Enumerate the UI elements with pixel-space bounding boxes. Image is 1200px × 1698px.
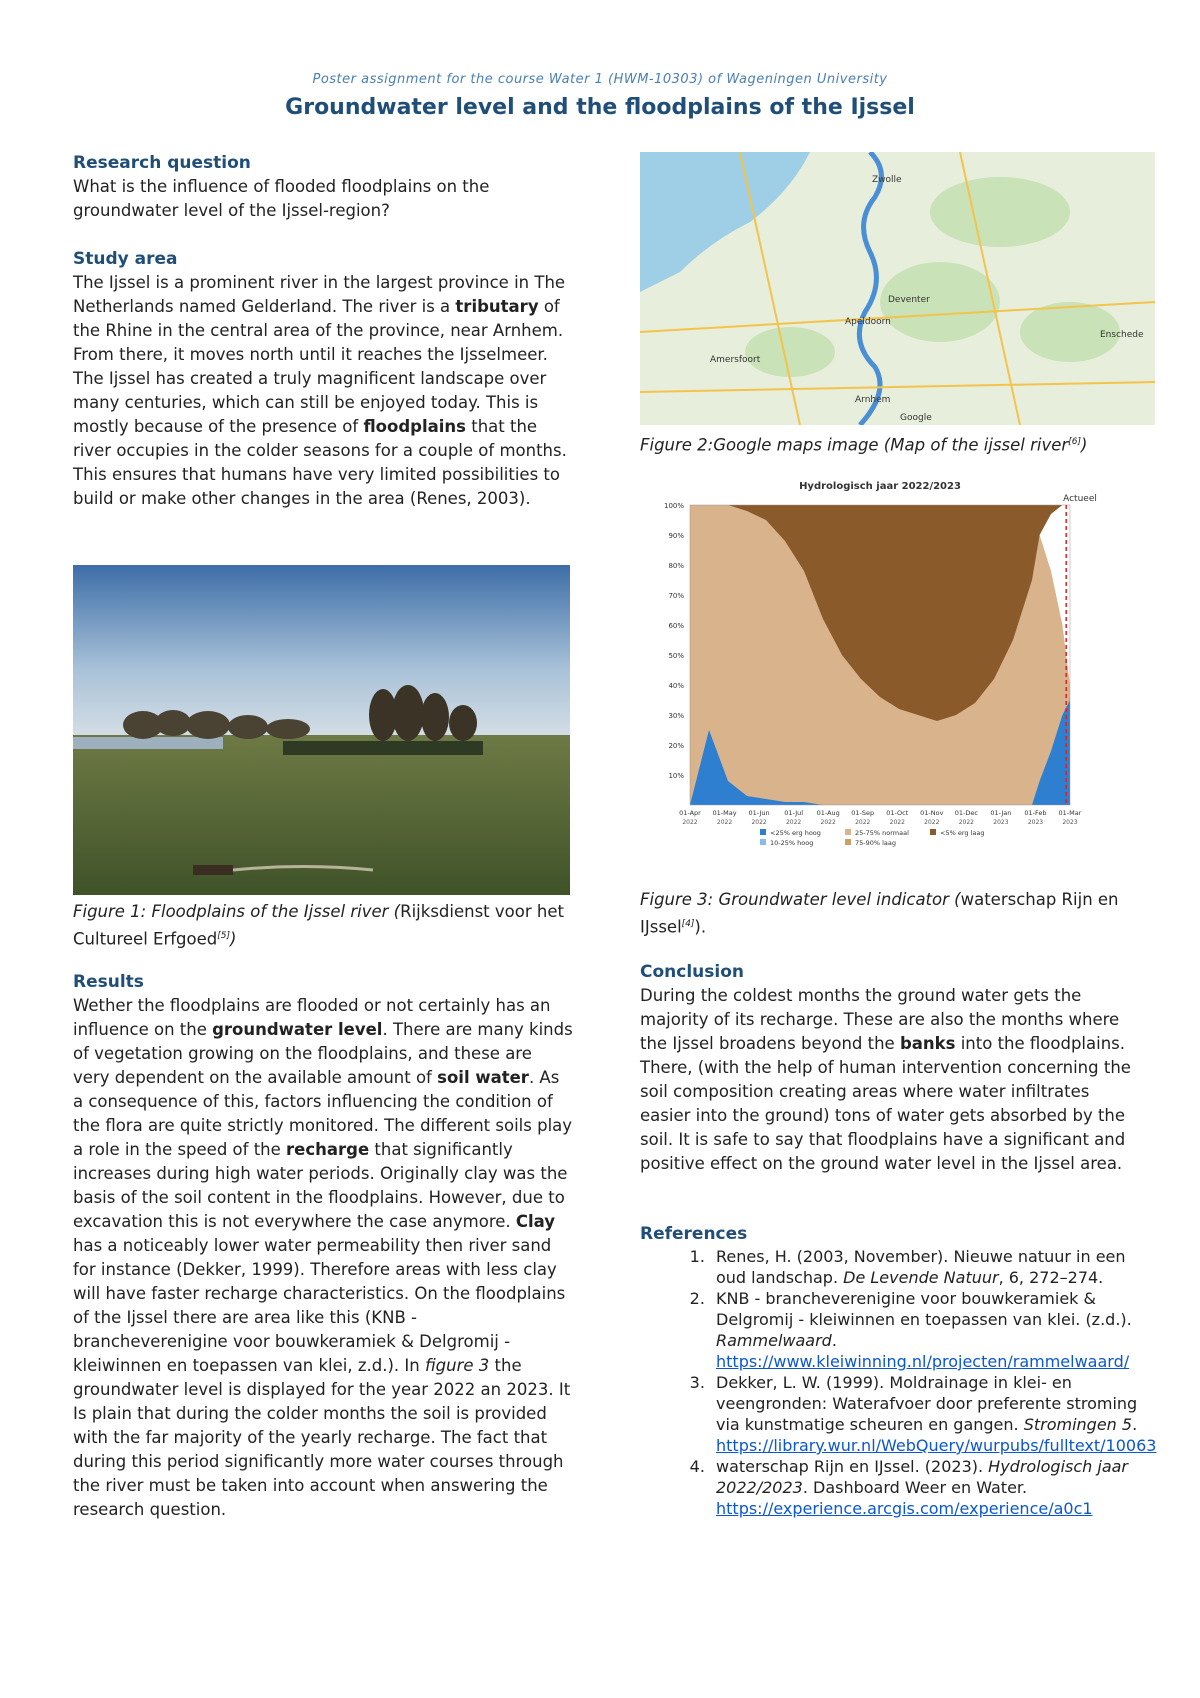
map-label: Google [900, 413, 932, 423]
research-question-text: What is the influence of flooded floodplains on the groundwater level of the Ijssel-region? [73, 177, 490, 220]
reference-item: 2. KNB - brancheverenigine voor bouwkeramiek & Delgromij - kleiwinnen en toepassen van klei. (z.d.). Rammelwaard. https://www.kleiwinning.nl/projecten/rammelwaard/ [710, 1288, 1140, 1372]
reference-link[interactable]: https://experience.arcgis.com/experience/a0c1 [716, 1499, 1093, 1518]
google-map-image [640, 152, 1155, 425]
y-tick-label: 70% [668, 592, 684, 600]
legend-label: 25-75% normaal [855, 829, 909, 837]
legend-label: 10-25% hoog [770, 839, 814, 847]
x-tick-label: 01-Jul [784, 809, 804, 817]
x-tick-year: 2023 [1062, 819, 1078, 826]
map-label: Amersfoort [710, 355, 761, 365]
poster-title: Groundwater level and the floodplains of the Ijssel [285, 95, 915, 120]
conclusion-section [640, 960, 1140, 1176]
references-section [640, 1222, 1157, 1519]
results-section [73, 970, 573, 1522]
y-tick-label: 10% [668, 772, 684, 780]
conclusion-text: During the coldest months the ground water gets the majority of its recharge. These are also the months where the Ijssel broadens beyond the banks into the floodplains. There, (with the help of human intervention concerning the soil composition creating areas where water infiltrates easier into the ground) tons of water gets absorbed by the soil. It is safe to say that floodplains have a significant and positive effect on the ground water level in the Ijssel area. [640, 986, 1131, 1173]
x-tick-year: 2022 [820, 819, 836, 826]
map-label: Apeldoorn [845, 317, 891, 327]
y-tick-label: 80% [668, 562, 684, 570]
x-tick-label: 01-Aug [816, 809, 840, 817]
reference-link[interactable]: https://www.kleiwinning.nl/projecten/rammelwaard/ [716, 1352, 1130, 1371]
x-tick-label: 01-Sep [851, 809, 875, 817]
x-tick-label: 01-Apr [679, 809, 701, 817]
x-tick-label: 01-Nov [920, 809, 944, 817]
x-tick-year: 2022 [716, 819, 733, 826]
reference-item: 1. Renes, H. (2003, November). Nieuwe natuur in een oud landschap. De Levende Natuur, 6, 272–274. [710, 1246, 1140, 1288]
x-tick-label: 01-Dec [954, 809, 978, 817]
results-heading: Results [73, 972, 144, 992]
left-column [73, 151, 573, 511]
legend-label: 75-90% laag [855, 839, 897, 847]
x-tick-year: 2023 [993, 819, 1009, 826]
study-area-text: The Ijssel is a prominent river in the largest province in The Netherlands named Gelderland. The river is a tributary of the Rhine in the central area of the province, near Arnhem. From there, it moves north until it reaches the Ijsselmeer. The Ijssel has created a truly magnificent landscape over many centuries, which can still be enjoyed today. This is mostly because of the presence of floodplains that the river occupies in the colder seasons for a couple of months. This ensures that humans have very limited possibilities to build or make other changes in the area (Renes, 2003). [73, 273, 567, 508]
x-tick-label: 01-Jan [990, 809, 1012, 817]
reference-item: 4. waterschap Rijn en IJssel. (2023). Hydrologisch jaar 2022/2023. Dashboard Weer en Water. https://experience.arcgis.com/experience/a0c1 [710, 1456, 1140, 1519]
groundwater-chart [640, 475, 1120, 855]
y-tick-label: 60% [668, 622, 684, 630]
x-tick-year: 2022 [924, 819, 940, 826]
figure3-caption: Figure 3: Groundwater level indicator (waterschap Rijn en IJssel[4]). [640, 890, 1119, 937]
map-label: Zwolle [872, 175, 902, 185]
y-tick-label: 30% [668, 712, 684, 720]
y-tick-label: 90% [668, 532, 684, 540]
reference-item: 3. Dekker, L. W. (1999). Moldrainage in klei- en veengronden: Waterafvoer door preferente stroming via kunstmatige scheuren en gangen. Stromingen 5. https://library.wur.nl/WebQuery/wurpubs/fulltext/10063 [710, 1372, 1140, 1456]
x-tick-year: 2023 [1027, 819, 1044, 826]
research-question-heading: Research question [73, 153, 251, 173]
x-tick-year: 2022 [855, 819, 871, 826]
legend-label: <25% erg hoog [770, 829, 821, 837]
chart-title: Hydrologisch jaar 2022/2023 [799, 481, 961, 492]
x-tick-label: 01-Jun [748, 809, 770, 817]
y-tick-label: 100% [663, 502, 684, 510]
x-tick-label: 01-May [712, 809, 737, 817]
study-area-heading: Study area [73, 249, 178, 269]
legend-swatch [760, 829, 766, 835]
conclusion-heading: Conclusion [640, 962, 744, 982]
legend-swatch [930, 829, 936, 835]
x-tick-year: 2022 [785, 819, 802, 826]
results-text: Wether the floodplains are flooded or not certainly has an influence on the groundwater level. There are many kinds of vegetation growing on the floodplains, and these are very dependent on the available amount of soil water. As a consequence of this, factors influencing the condition of the flora are quite strictly monitored. The different soils play a role in the speed of the recharge that significantly increases during high water periods. Originally clay was the basis of the soil content in the floodplains. However, due to excavation this is not everywhere the case anymore. Clay has a noticeably lower water permeability then river sand for instance (Dekker, 1999). Therefore areas with less clay will have faster recharge characteristics. On the floodplains of the Ijssel there are area like this (KNB - brancheverenigine voor bouwkeramiek & Delgromij - kleiwinnen en toepassen van klei, z.d.). In figure 3 the groundwater level is displayed for the year 2022 an 2023. It Is plain that during the colder months the soil is provided with the far majority of the yearly recharge. The fact that during this period significantly more water courses through the river must be taken into account when answering the research question. [73, 996, 573, 1519]
map-label: Enschede [1100, 330, 1144, 340]
chart-annotation: Actueel [1063, 494, 1097, 504]
floodplain-photo [73, 565, 570, 895]
x-tick-label: 01-Mar [1058, 809, 1082, 817]
y-tick-label: 50% [668, 652, 684, 660]
figure1-caption: Figure 1: Floodplains of the Ijssel river (Rijksdienst voor het Cultureel Erfgoed[5]) [73, 902, 564, 949]
x-tick-year: 2022 [958, 819, 975, 826]
x-tick-year: 2022 [682, 819, 698, 826]
x-tick-label: 01-Feb [1024, 809, 1047, 817]
references-list [640, 1246, 1157, 1519]
x-tick-year: 2022 [751, 819, 767, 826]
x-tick-year: 2022 [889, 819, 905, 826]
map-label: Deventer [888, 295, 930, 305]
x-tick-label: 01-Oct [886, 809, 909, 817]
legend-swatch [760, 839, 766, 845]
legend-label: <5% erg laag [940, 829, 985, 837]
references-heading: References [640, 1224, 748, 1244]
figure2-caption: Figure 2:Google maps image (Map of the ijssel river[6]) [640, 435, 1088, 455]
poster-subtitle: Poster assignment for the course Water 1 (HWM-10303) of Wageningen University [312, 72, 888, 87]
legend-swatch [845, 839, 851, 845]
y-tick-label: 20% [668, 742, 684, 750]
legend-swatch [845, 829, 851, 835]
map-label: Arnhem [855, 395, 891, 405]
reference-link[interactable]: https://library.wur.nl/WebQuery/wurpubs/fulltext/10063 [716, 1436, 1157, 1455]
y-tick-label: 40% [668, 682, 684, 690]
